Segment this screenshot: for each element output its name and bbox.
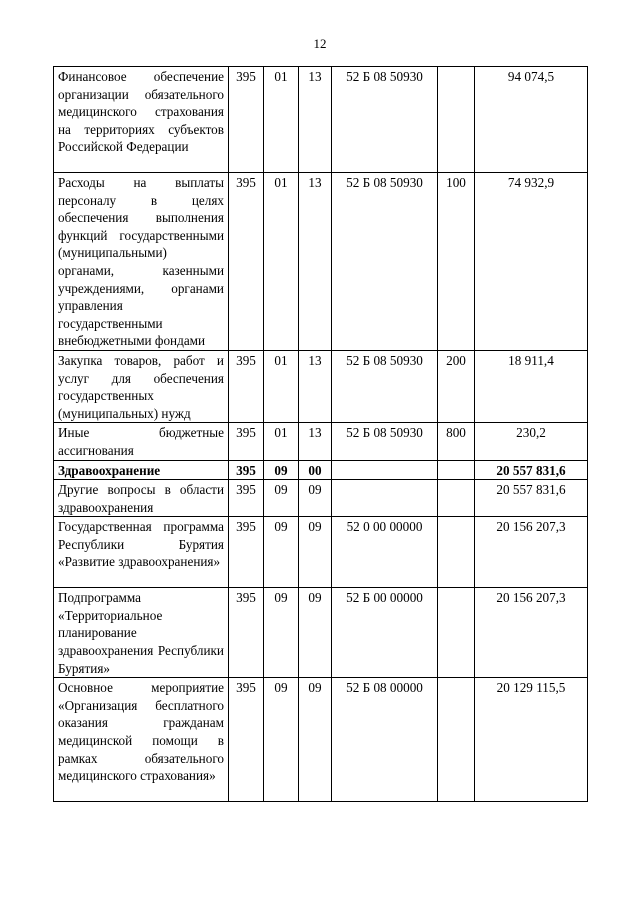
subsection-code-cell: 09 (299, 480, 332, 517)
row-name-cell: Иные бюджетные ассигнования (54, 423, 229, 460)
table-row (54, 678, 588, 802)
row-name-cell: Другие вопросы в области здравоохранения (54, 480, 229, 517)
expense-type-cell: 800 (438, 423, 475, 460)
target-article-cell (332, 480, 438, 517)
ministry-code-cell: 395 (229, 423, 264, 460)
target-article-cell: 52 Б 08 50930 (332, 423, 438, 460)
row-name-cell: Расходы на выплаты персоналу в целях обеспечения выполнения функций государственными (муниципальными) органами, казенными учреждениями, органами управления государственными внебюджетными фондами (54, 173, 229, 351)
table-row (54, 480, 588, 517)
amount-cell: 20 156 207,3 (475, 517, 588, 588)
amount-cell: 20 129 115,5 (475, 678, 588, 802)
target-article-cell: 52 Б 08 50930 (332, 173, 438, 351)
section-code-cell: 09 (264, 480, 299, 517)
table-row (54, 350, 588, 422)
row-name-cell: Финансовое обеспечение организации обязательного медицинского страхования на территориях субъектов Российской Федерации (54, 67, 229, 173)
subsection-code-cell: 13 (299, 67, 332, 173)
amount-cell: 20 557 831,6 (475, 480, 588, 517)
budget-table (53, 66, 588, 802)
expense-type-cell: 100 (438, 173, 475, 351)
page-number: 12 (313, 36, 327, 51)
section-code-cell: 01 (264, 173, 299, 351)
row-name-cell: Государственная программа Республики Бурятия «Развитие здравоохранения» (54, 517, 229, 588)
target-article-cell: 52 Б 08 00000 (332, 678, 438, 802)
subsection-code-cell: 09 (299, 588, 332, 678)
expense-type-cell (438, 480, 475, 517)
subsection-code-cell: 13 (299, 350, 332, 422)
section-code-cell: 09 (264, 517, 299, 588)
table-row (54, 460, 588, 480)
ministry-code-cell: 395 (229, 460, 264, 480)
table-row (54, 173, 588, 351)
amount-cell: 18 911,4 (475, 350, 588, 422)
table-row (54, 423, 588, 460)
row-name-cell: Закупка товаров, работ и услуг для обеспечения государственных (муниципальных) нужд (54, 350, 229, 422)
amount-cell: 20 156 207,3 (475, 588, 588, 678)
subsection-code-cell: 00 (299, 460, 332, 480)
expense-type-cell (438, 678, 475, 802)
table-row (54, 517, 588, 588)
subsection-code-cell: 09 (299, 517, 332, 588)
target-article-cell: 52 Б 08 50930 (332, 350, 438, 422)
section-code-cell: 01 (264, 423, 299, 460)
expense-type-cell: 200 (438, 350, 475, 422)
expense-type-cell (438, 460, 475, 480)
subsection-code-cell: 13 (299, 423, 332, 460)
ministry-code-cell: 395 (229, 350, 264, 422)
ministry-code-cell: 395 (229, 173, 264, 351)
expense-type-cell (438, 517, 475, 588)
target-article-cell: 52 0 00 00000 (332, 517, 438, 588)
section-code-cell: 09 (264, 588, 299, 678)
subsection-code-cell: 13 (299, 173, 332, 351)
section-code-cell: 09 (264, 678, 299, 802)
amount-cell: 94 074,5 (475, 67, 588, 173)
ministry-code-cell: 395 (229, 588, 264, 678)
row-name-cell: Здравоохранение (54, 460, 229, 480)
section-code-cell: 01 (264, 67, 299, 173)
expense-type-cell (438, 588, 475, 678)
table-row (54, 588, 588, 678)
table-row (54, 67, 588, 173)
ministry-code-cell: 395 (229, 480, 264, 517)
amount-cell: 74 932,9 (475, 173, 588, 351)
target-article-cell: 52 Б 08 50930 (332, 67, 438, 173)
ministry-code-cell: 395 (229, 678, 264, 802)
subsection-code-cell: 09 (299, 678, 332, 802)
target-article-cell (332, 460, 438, 480)
target-article-cell: 52 Б 00 00000 (332, 588, 438, 678)
ministry-code-cell: 395 (229, 517, 264, 588)
section-code-cell: 09 (264, 460, 299, 480)
row-name-cell: Подпрограмма «Территориальное планирование здравоохранения Республики Бурятия» (54, 588, 229, 678)
amount-cell: 20 557 831,6 (475, 460, 588, 480)
row-name-cell: Основное мероприятие «Организация бесплатного оказания гражданам медицинской помощи в рамках обязательного медицинского страхования» (54, 678, 229, 802)
ministry-code-cell: 395 (229, 67, 264, 173)
amount-cell: 230,2 (475, 423, 588, 460)
section-code-cell: 01 (264, 350, 299, 422)
expense-type-cell (438, 67, 475, 173)
